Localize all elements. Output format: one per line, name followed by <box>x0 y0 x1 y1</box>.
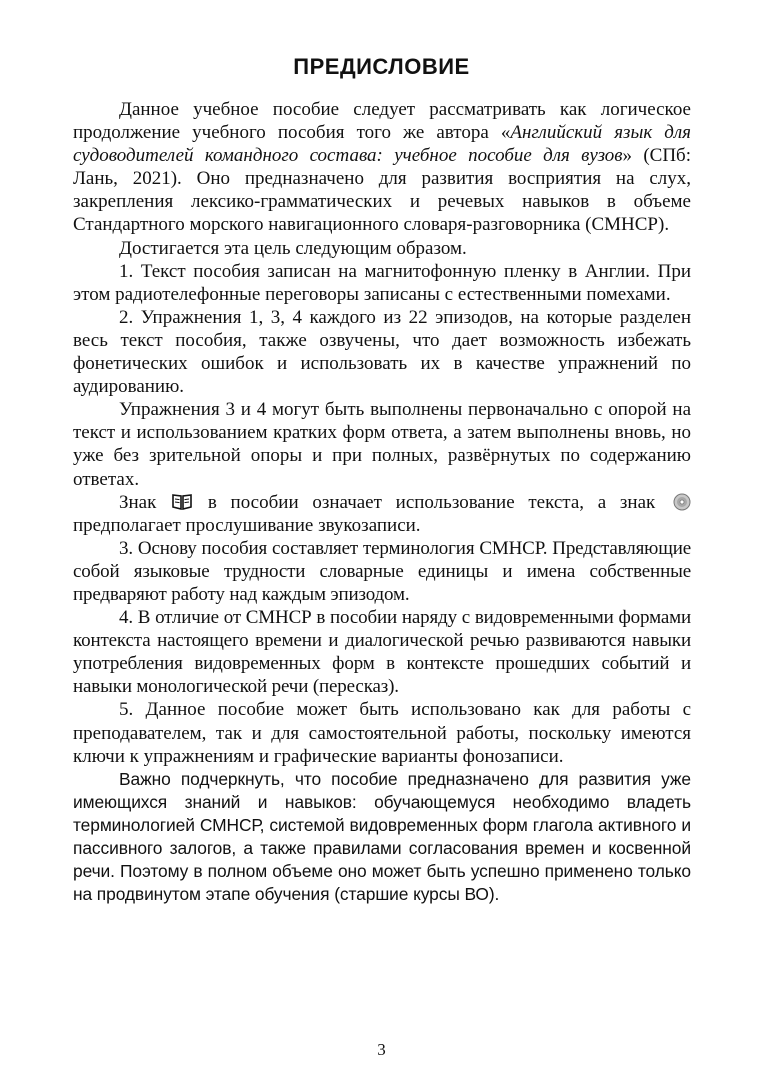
open-book-icon <box>172 493 192 510</box>
icons-note-part3: предполагает прослушивание звукозаписи. <box>73 514 421 536</box>
cited-book-title: Английский язык для судоводителей командного состава: учебное пособие для вузов <box>73 122 691 167</box>
paragraph-intro <box>73 98 691 237</box>
page-title: ПРЕДИСЛОВИЕ <box>293 54 470 79</box>
paragraph-point-1: 1. Текст пособия записан на магнитофонную пленку в Англии. При этом радиотелефонные переговоры записаны с естественными помехами. <box>73 260 691 305</box>
paragraph-point-4: 4. В отличие от СМНСР в пособии наряду с видовременными формами контекста настоящего времени и диалогической речью развиваются навыки употребления видовременных форм в контексте прошедших событий и навыки монологической речи (пересказ). <box>73 607 691 698</box>
paragraph-goal: Достигается эта цель следующим образом. <box>119 237 467 259</box>
intro-text-after: » (СПб: Лань, 2021). Оно предназначено для развития восприятия на слух, закрепления лексико-грамматических и речевых навыков в объеме Стандартного морского навигационного словаря-разговорника (СМНСР). <box>73 145 691 236</box>
icons-note-part1: Знак <box>119 491 157 513</box>
paragraph-exercises: Упражнения 3 и 4 могут быть выполнены первоначально с опорой на текст и использованием кратких форм ответа, а затем выполнены вновь, но уже без зрительной опоры и при полных, развёрнутых по содержанию ответах. <box>73 399 691 490</box>
icons-note-part2: в пособии означает использование текста, а знак <box>207 491 656 513</box>
paragraph-point-2: 2. Упражнения 1, 3, 4 каждого из 22 эпизодов, на которые разделен весь текст пособия, также озвучены, что дает возможность избежать фонетических ошибок и использовать их в качестве упражнений по аудированию. <box>73 306 691 398</box>
paragraph-important: Важно подчеркнуть, что пособие предназначено для развития уже имеющихся знаний и навыков: обучающемуся необходимо владеть терминологией СМНСР, системой видовременных форм глагола активного и пассивного залогов, а также правилами согласования времен и косвенной речи. Поэтому в полном объеме оно может быть успешно применено только на продвинутом этапе обучения (старшие курсы ВО). <box>73 768 691 905</box>
page-number: 3 <box>377 1040 386 1059</box>
paragraph-icons-note <box>73 491 691 537</box>
audio-disc-icon <box>673 493 691 511</box>
preface-body <box>73 98 691 906</box>
paragraph-point-5: 5. Данное пособие может быть использовано как для работы с преподавателем, так и для самостоятельной работы, поскольку имеются ключи к упражнениям и графические варианты фонозаписи. <box>73 699 691 767</box>
intro-text-before: Данное учебное пособие следует рассматривать как логическое продолжение учебного пособия того же автора « <box>73 99 691 144</box>
paragraph-point-3: 3. Основу пособия составляет терминология СМНСР. Представляющие собой языковые трудности словарные единицы и имена собственные предваряют работу над каждым эпизодом. <box>73 537 691 605</box>
